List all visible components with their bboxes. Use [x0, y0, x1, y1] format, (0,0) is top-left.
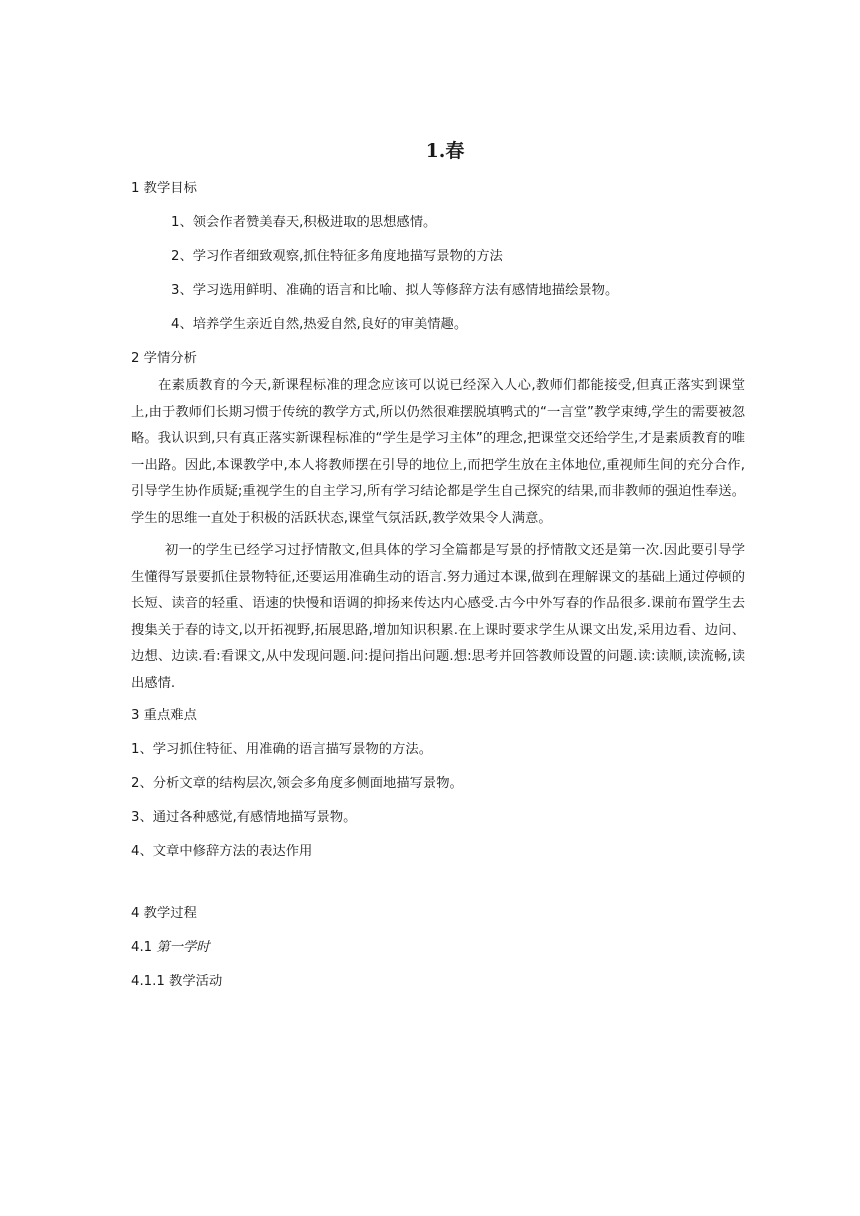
- analysis-paragraph: 初一的学生已经学习过抒情散文,但具体的学习全篇都是写景的抒情散文还是第一次.因此要引导学生懂得写景要抓住景物特征,还要运用准确生动的语言.努力通过本课,做到在理解课文的基础上通过停顿的长短、读音的轻重、语速的快慢和语调的抑扬来传达内心感受.古今中外写春的作品很多.课前布置学生去搜集关于春的诗文,以开拓视野,拓展思路,增加知识积累.在上课时要求学生从课文出发,采用边看、边问、边想、边读.看:看课文,从中发现问题.问:提问指出问题.想:思考并回答教师设置的问题.读:读顺,读流畅,读出感情.: [131, 543, 745, 691]
- goal-item: 1、领会作者赞美春天,积极进取的思想感情。: [171, 215, 437, 230]
- goal-item: 3、学习选用鲜明、准确的语言和比喻、拟人等修辞方法有感情地描绘景物。: [171, 283, 619, 298]
- section-heading-process: 4 教学过程: [131, 906, 197, 921]
- subsection-number: 4.1: [131, 940, 153, 955]
- section-heading-key-points: 3 重点难点: [131, 708, 197, 723]
- subsection-teaching-activity: 4.1.1 教学活动: [131, 974, 223, 989]
- document-title: 1.春: [425, 140, 465, 162]
- analysis-paragraph: 在素质教育的今天,新课程标准的理念应该可以说已经深入人心,教师们都能接受,但真正落实到课堂上,由于教师们长期习惯于传统的教学方式,所以仍然很难摆脱填鸭式的“一言堂”教学束缚,学生的需要被忽略。我认识到,只有真正落实新课程标准的“学生是学习主体”的理念,把课堂交还给学生,才是素质教育的唯一出路。因此,本课教学中,本人将教师摆在引导的地位上,而把学生放在主体地位,重视师生间的充分合作,引导学生协作质疑;重视学生的自主学习,所有学习结论都是学生自己探究的结果,而非教师的强迫性奉送。学生的思维一直处于积极的活跃状态,课堂气氛活跃,教学效果令人满意。: [131, 378, 745, 526]
- key-point-item: 3、通过各种感觉,有感情地描写景物。: [131, 810, 357, 825]
- section-heading-goals: 1 教学目标: [131, 181, 197, 196]
- key-point-item: 4、文章中修辞方法的表达作用: [131, 844, 313, 859]
- key-point-item: 2、分析文章的结构层次,领会多角度多侧面地描写景物。: [131, 776, 463, 791]
- spacer: [131, 874, 745, 902]
- section-heading-analysis: 2 学情分析: [131, 351, 197, 366]
- key-point-item: 1、学习抓住特征、用准确的语言描写景物的方法。: [131, 742, 432, 757]
- goal-item: 2、学习作者细致观察,抓住特征多角度地描写景物的方法: [171, 249, 503, 264]
- subsection-first-lesson: [131, 936, 745, 960]
- subsection-label: 第一学时: [156, 940, 210, 955]
- document-body: [131, 138, 745, 1004]
- goal-item: 4、培养学生亲近自然,热爱自然,良好的审美情趣。: [171, 317, 468, 332]
